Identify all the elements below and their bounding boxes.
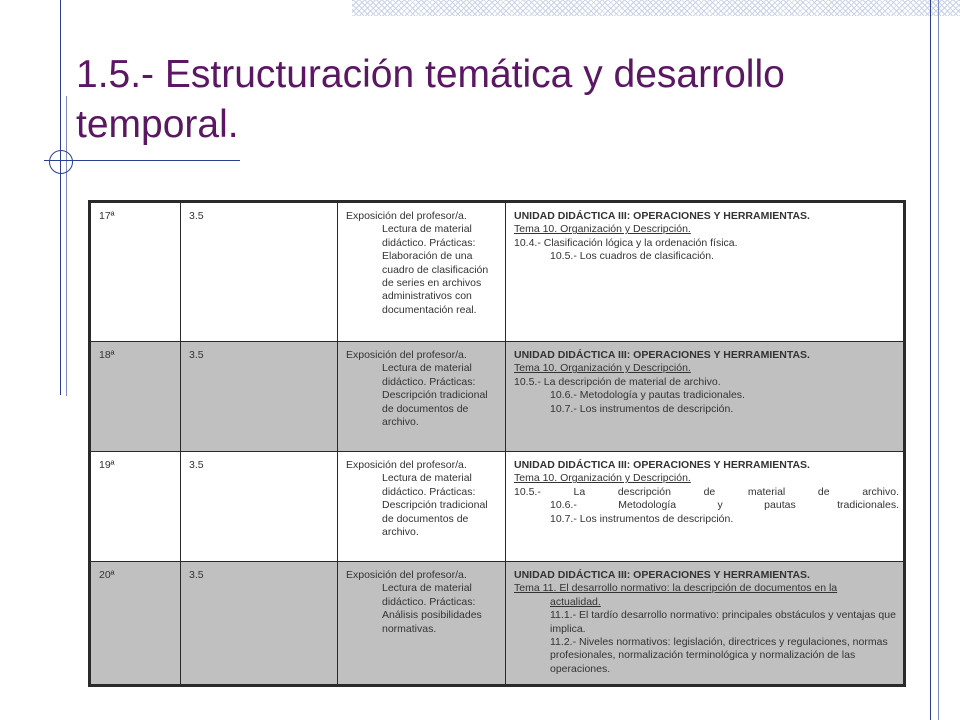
week-cell: 19ª (90, 452, 181, 562)
activity-first-line: Exposición del profesor/a. (346, 349, 467, 361)
activity-cell (338, 202, 506, 342)
unit-heading: UNIDAD DIDÁCTICA III: OPERACIONES Y HERRAMIENTAS. (514, 349, 810, 361)
activity-first-line: Exposición del profesor/a. (346, 210, 467, 222)
unit-heading: UNIDAD DIDÁCTICA III: OPERACIONES Y HERRAMIENTAS. (514, 569, 810, 581)
content-indented-line: 10.7.- Los instrumentos de descripción. (550, 512, 734, 525)
table-row (90, 202, 905, 342)
unit-heading: UNIDAD DIDÁCTICA III: OPERACIONES Y HERRAMIENTAS. (514, 459, 810, 471)
slide-title: 1.5.- Estructuración temática y desarrollo temporal. (76, 53, 785, 146)
hours-cell: 3.5 (181, 342, 338, 452)
hours-cell: 3.5 (181, 562, 338, 686)
decorative-left-short-line (66, 96, 67, 396)
unit-heading: UNIDAD DIDÁCTICA III: OPERACIONES Y HERRAMIENTAS. (514, 210, 810, 222)
content-cell (506, 342, 905, 452)
activity-description: Lectura de material didáctico. Prácticas: Descripción tradicional de documentos de archivo. (382, 362, 488, 429)
content-indented-line: 10.5.- Los cuadros de clasificación. (550, 250, 715, 263)
activity-description: Lectura de material didáctico. Prácticas: Elaboración de una cuadro de clasificación de series en archivos administrativos con documentación real. (382, 223, 489, 316)
content-indented-line: 11.1.- El tardío desarrollo normativo: principales obstáculos y ventajas que implica. (550, 609, 896, 635)
week-cell: 17ª (90, 202, 181, 342)
topic-heading: Tema 10. Organización y Descripción. (514, 362, 691, 375)
decorative-hatch-band (352, 0, 960, 16)
week-cell: 20ª (90, 562, 181, 686)
content-justified-line: 10.5.- La descripción de material de archivo. (514, 485, 899, 498)
topic-heading-continuation: actualidad. (550, 595, 601, 608)
activity-cell (338, 562, 506, 686)
hours-cell: 3.5 (181, 452, 338, 562)
table-row (90, 562, 905, 686)
content-indented-line: 11.2.- Niveles normativos: legislación, directrices y regulaciones, normas profesionales, normalización terminológica y normalización de las operaciones. (550, 636, 888, 675)
schedule-table (88, 200, 906, 687)
hours-cell: 3.5 (181, 202, 338, 342)
topic-heading: Tema 11. El desarrollo normativo: la descripción de documentos en la (514, 582, 838, 595)
topic-heading: Tema 10. Organización y Descripción. (514, 472, 691, 485)
content-line: 10.5.- La descripción de material de archivo. (514, 375, 721, 388)
decorative-circle (49, 150, 73, 174)
content-cell (506, 452, 905, 562)
activity-description: Lectura de material didáctico. Prácticas: Análisis posibilidades normativas. (382, 582, 482, 635)
content-cell (506, 562, 905, 686)
activity-cell (338, 452, 506, 562)
content-justified-indented-line: 10.6.- Metodología y pautas tradicionales. (550, 499, 899, 512)
decorative-title-underline (44, 160, 240, 161)
table-row (90, 452, 905, 562)
decorative-right-vertical-line-2 (938, 0, 939, 720)
table-row (90, 342, 905, 452)
decorative-right-vertical-line (930, 0, 931, 720)
content-line: 10.4.- Clasificación lógica y la ordenación física. (514, 236, 738, 249)
activity-first-line: Exposición del profesor/a. (346, 459, 467, 471)
decorative-left-vertical-line (60, 0, 61, 395)
week-cell: 18ª (90, 342, 181, 452)
content-cell (506, 202, 905, 342)
content-indented-line: 10.6.- Metodología y pautas tradicionales. (550, 389, 745, 402)
topic-heading: Tema 10. Organización y Descripción. (514, 223, 691, 236)
activity-cell (338, 342, 506, 452)
content-indented-line: 10.7.- Los instrumentos de descripción. (550, 402, 734, 415)
activity-first-line: Exposición del profesor/a. (346, 569, 467, 581)
activity-description: Lectura de material didáctico. Prácticas: Descripción tradicional de documentos de archivo. (382, 472, 488, 539)
